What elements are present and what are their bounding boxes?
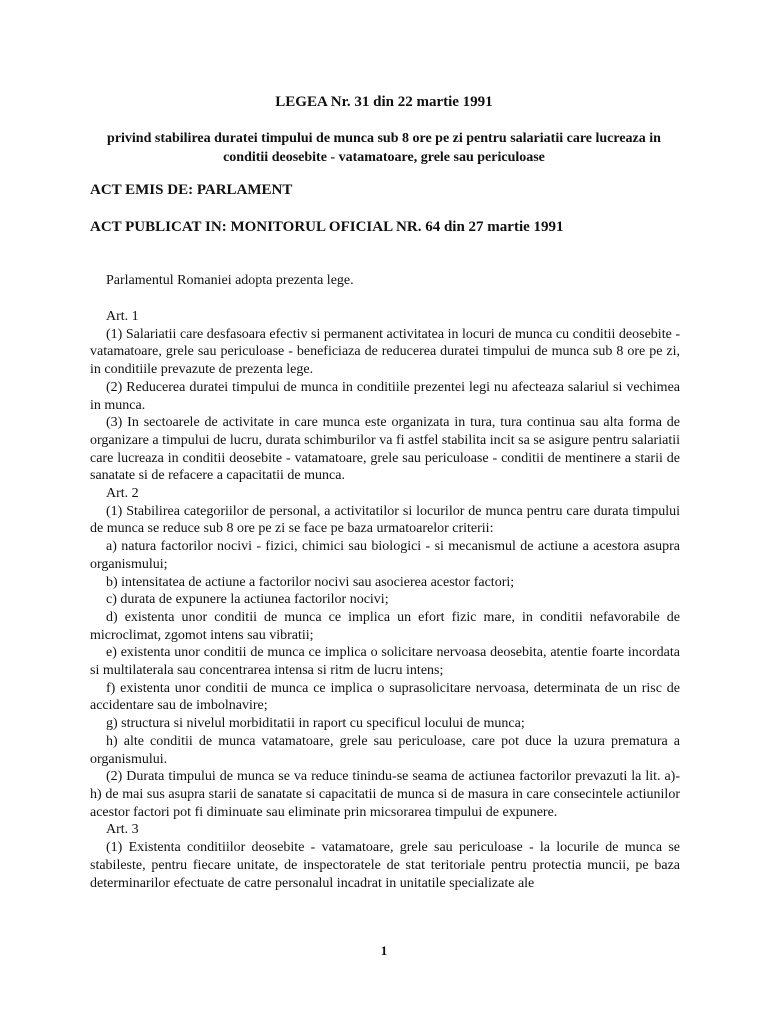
- list-item: g) structura si nivelul morbiditatii in raport cu specificul locului de munca;: [106, 716, 525, 732]
- list-item: a) natura factorilor nocivi - fizici, chimici sau biologici - si mecanismul de actiune a acestora asupra organismului;: [90, 539, 680, 572]
- paragraph: (1) Salariatii care desfasoara efectiv si permanent activitatea in locuri de munca cu conditii deosebite - vatamatoare, grele sau periculoase - beneficiaza de reducerea duratei timpului de munca sub 8 ore pe zi, in conditiile prevazute de prezenta lege.: [90, 326, 680, 378]
- paragraph: (2) Durata timpului de munca se va reduce tinindu-se seama de actiunea factorilor prevazuti la lit. a)-h) de mai sus asupra starii de sanatate si capacitatii de munca si de masura in care consecintele actiunilor acestor factori pot fi diminuate sau eliminate prin micsorarea timpului de expunere.: [90, 769, 680, 820]
- list-item: h) alte conditii de munca vatamatoare, grele sau periculoase, care pot duce la uzura prematura a organismului.: [90, 733, 680, 767]
- law-title: LEGEA Nr. 31 din 22 martie 1991: [275, 94, 493, 110]
- article-heading: Art. 1: [106, 309, 139, 324]
- paragraph: (2) Reducerea duratei timpului de munca in conditiile prezentei legi nu afecteaza salariul si vechimea in munca.: [90, 379, 680, 413]
- paragraph: (3) In sectoarele de activitate in care munca este organizata in tura, tura continua sau alta forma de organizare a timpului de lucru, durata schimburilor va fi astfel stabilita incit sa se asigure pentru salariatii care lucreaza in conditii deosebite - vatamatoare, grele sau periculoase - conditii de mentinere a starii de sanatate si de refacere a capacitatii de munca.: [90, 415, 680, 484]
- intro-paragraph: Parlamentul Romaniei adopta prezenta lege.: [106, 273, 354, 288]
- paragraph: (1) Stabilirea categoriilor de personal, a activitatilor si locurilor de munca pentru care durata timpului de munca se reduce sub 8 ore pe zi se face pe baza urmatoarelor criterii:: [90, 503, 680, 537]
- act-publicat: ACT PUBLICAT IN: MONITORUL OFICIAL NR. 64 din 27 martie 1991: [90, 219, 564, 235]
- list-item: b) intensitatea de actiune a factorilor nocivi sau asocierea acestor factori;: [106, 574, 515, 590]
- act-emis: ACT EMIS DE: PARLAMENT: [90, 182, 293, 198]
- list-item: c) durata de expunere la actiunea factorilor nocivi;: [106, 592, 389, 608]
- page-number: 1: [380, 943, 388, 958]
- article-heading: Art. 2: [106, 486, 139, 502]
- list-item: d) existenta unor conditii de munca ce implica un efort fizic mare, in conditii nefavorabile de microclimat, zgomot intens sau vibratii;: [90, 609, 680, 643]
- paragraph: (1) Existenta conditiilor deosebite - vatamatoare, grele sau periculoase - la locurile de munca se stabileste, pentru fiecare unitate, de inspectoratele de stat teritoriale pentru protectia muncii, pe baza determinarilor efectuate de catre personalul incadrat in unitatile specializate ale: [90, 840, 680, 891]
- list-item: f) existenta unor conditii de munca ce implica o suprasolicitare nervoasa, determinata de un risc de accidentare sau de imbolnavire;: [90, 680, 680, 714]
- law-subtitle: privind stabilirea duratei timpului de munca sub 8 ore pe zi pentru salariatii care lucreaza in conditii deosebite - vatamatoare, grele sau periculoase: [107, 131, 661, 165]
- list-item: e) existenta unor conditii de munca ce implica o solicitare nervoasa deosebita, atentie foarte incordata si multilaterala sau concentrarea intensa si ritm de lucru intens;: [90, 645, 680, 679]
- article-heading: Art. 3: [106, 822, 139, 838]
- intro-section: [90, 272, 680, 290]
- law-body: [90, 308, 680, 892]
